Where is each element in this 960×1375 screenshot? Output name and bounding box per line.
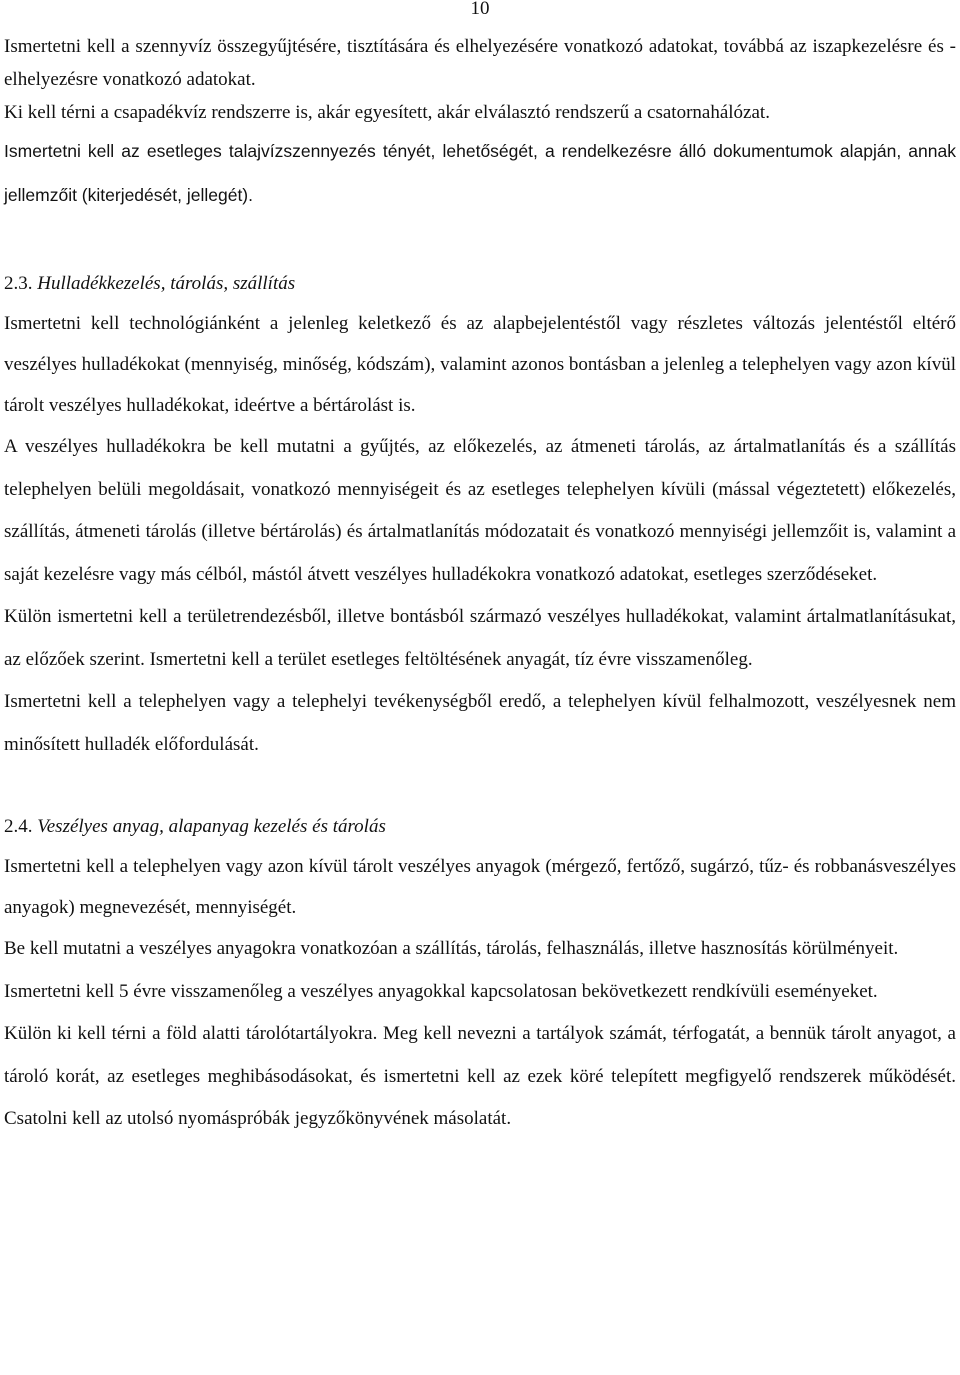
intro-paragraph-2: Ki kell térni a csapadékvíz rendszerre is, akár egyesített, akár elválasztó rendszerű a csatornahálózat.: [4, 102, 770, 123]
section-heading-2-4: [4, 808, 956, 846]
paragraph: Ismertetni kell technológiánként a jelenleg keletkező és az alapbejelentéstől vagy részletes változás jelentéstől eltérő veszélyes hulladékokat (mennyiség, minőség, kódszám), valamint azonos bontásban a jelenleg a telephelyen vagy azon kívül tárolt veszélyes hulladékokat, ideértve a bértárolást is.: [4, 313, 956, 416]
paragraph-sentence: Külön ismertetni kell a területrendezésből, illetve bontásból származó veszélyes hulladékokat, valamint ártalmatlanításukat, az előzőek szerint.: [4, 606, 956, 670]
page-number: 10: [470, 0, 490, 19]
section-spacer: [4, 766, 956, 808]
paragraph: Be kell mutatni a veszélyes anyagokra vonatkozóan a szállítás, tárolás, felhasználás, illetve hasznosítás körülményeit.: [4, 938, 899, 959]
paragraph: Ismertetni kell a telephelyen vagy a telephelyi tevékenységből eredő, a telephelyen kívül felhalmozott, veszélyesnek nem minősített hulladék előfordulását.: [4, 691, 956, 755]
paragraph-sentence: Csatolni kell az utolsó nyomáspróbák jegyzőkönyvének másolatát.: [4, 1108, 512, 1129]
section-heading-2-3: [4, 265, 956, 303]
paragraph: Ismertetni kell a telephelyen vagy azon kívül tárolt veszélyes anyagok (mérgező, fertőző, sugárzó, tűz- és robbanásveszélyes anyagok) megnevezését, mennyiségét.: [4, 856, 956, 918]
paragraph: Ismertetni kell 5 évre visszamenőleg a veszélyes anyagokkal kapcsolatosan bekövetkezett rendkívüli eseményeket.: [4, 980, 878, 1002]
section-number: 2.4.: [4, 816, 33, 837]
section-title: Veszélyes anyag, alapanyag kezelés és tárolás: [37, 816, 386, 837]
section-number: 2.3.: [4, 273, 33, 294]
intro-paragraph-1: Ismertetni kell a szennyvíz összegyűjtésére, tisztítására és elhelyezésére vonatkozó adatokat, továbbá az iszapkezelésre és -elhelyezésre vonatkozó adatokat.: [4, 36, 956, 90]
paragraph: A veszélyes hulladékokra be kell mutatni a gyűjtés, az előkezelés, az átmeneti tárolás, az ártalmatlanítás és a szállítás telephelyen belüli megoldásait, vonatkozó mennyiségeit és az esetleges telephelyen kívüli (mással végeztetett) előkezelés, szállítás, átmeneti tárolás (illetve bértárolás) és ártalmatlanítás módozatait és vonatkozó mennyiségi jellemzőit is, valamint a saját kezelésre vagy más célból, mástól átvett veszélyes hulladékokra vonatkozó adatokat, esetleges szerződéseket.: [4, 436, 956, 585]
intro-paragraph-3: Ismertetni kell az esetleges talajvízszennyezés tényét, lehetőségét, a rendelkezésre álló dokumentumok alapján, annak jellemzőit (kiterjedését, jellegét).: [4, 141, 956, 205]
paragraph-sentence: Ismertetni kell a terület esetleges feltöltésének anyagát, tíz évre visszamenőleg.: [149, 648, 753, 670]
paragraph-sentence: Külön ki kell térni a föld alatti tárolótartályokra.: [4, 1023, 378, 1044]
paragraph: [4, 596, 956, 681]
paragraph-sentence: Meg kell nevezni a tartályok számát, térfogatát, a bennük tárolt anyagot, a tároló korát, az esetleges meghibásodásokat, és ismertetni kell az ezek köré telepített megfigyelő rendszerek működését.: [4, 1023, 956, 1087]
paragraph: [4, 1013, 956, 1141]
section-title: Hulladékkezelés, tárolás, szállítás: [37, 273, 296, 294]
document-body: [4, 30, 956, 1141]
section-spacer: [4, 217, 956, 265]
